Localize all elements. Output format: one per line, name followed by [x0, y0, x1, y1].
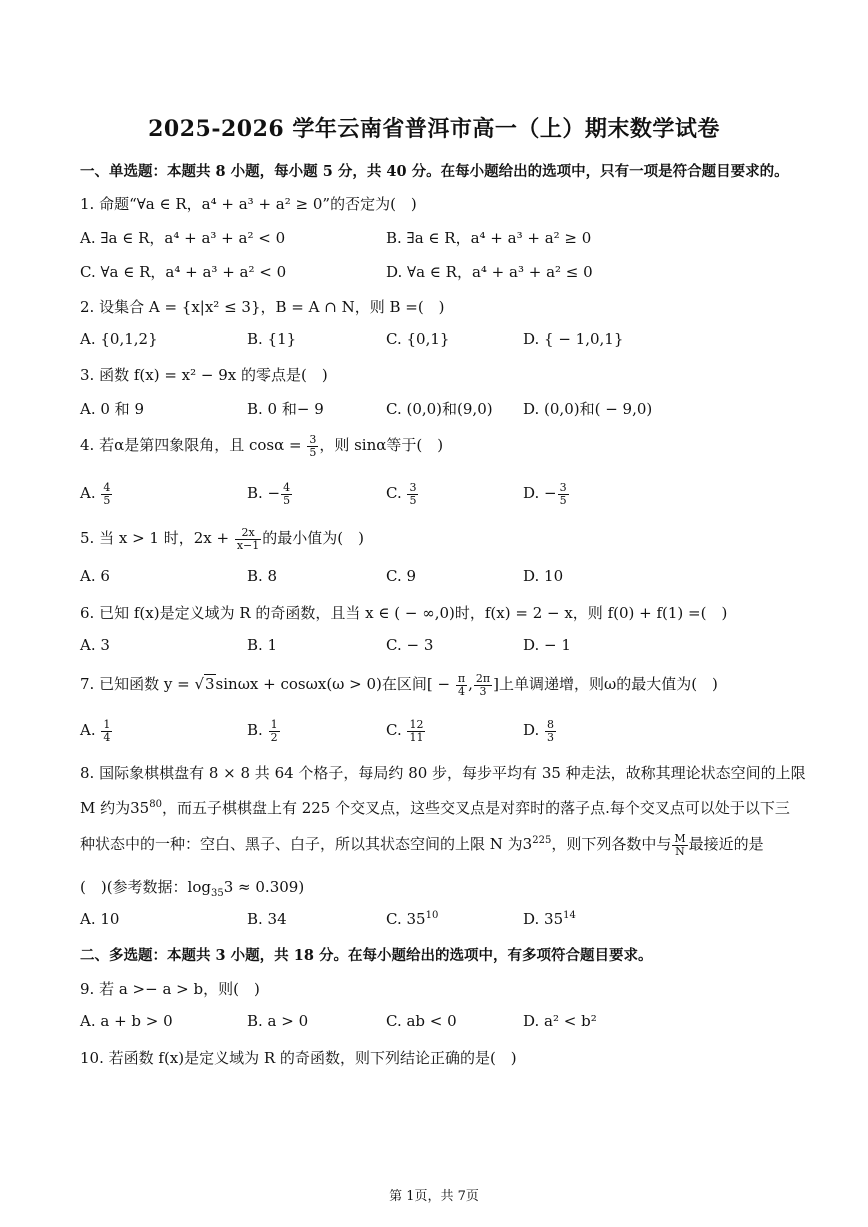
question-4 [80, 434, 443, 458]
denominator: 3 [479, 684, 487, 698]
option-c [386, 482, 419, 506]
denominator: 11 [409, 730, 424, 744]
question-5-stem: 5. 当 x > 1 时，2x + [80, 529, 234, 548]
option-a: A. 10 [80, 910, 120, 928]
question-3: 3. 函数 f(x) = x² − 9x 的零点是( ) [80, 366, 328, 384]
question-8-line-1: 8. 国际象棋棋盘有 8 × 8 共 64 个格子，每局约 80 步，每步平均有 35 种走法，故称其理论状态空间的上限 [80, 764, 806, 782]
question-1: 1. 命题“∀a ∈ R，a⁴ + a³ + a² ≥ 0”的否定为( ) [80, 195, 417, 213]
exponent: 80 [149, 799, 162, 810]
exponent: 14 [563, 910, 576, 921]
question-2-options [80, 330, 800, 356]
question-8-line-4 [80, 876, 304, 899]
numerator: 4 [103, 481, 111, 494]
option-c: C. (0,0)和(9,0) [386, 400, 493, 418]
text: 3 ≈ 0.309) [223, 878, 305, 896]
question-5-stem-end: 的最小值为( ) [262, 529, 364, 548]
option-b [247, 482, 293, 506]
option-a: A. ∃a ∈ R，a⁴ + a³ + a² < 0 [80, 229, 286, 247]
option-d [523, 482, 570, 506]
option-c [386, 910, 438, 928]
option-label: D. 35 [523, 910, 564, 928]
question-9: 9. 若 a >− a > b，则( ) [80, 980, 260, 998]
option-c: C. − 3 [386, 636, 434, 654]
option-label: D. − [523, 484, 557, 503]
numerator: 4 [283, 481, 291, 494]
question-7-stem: 7. 已知函数 y = [80, 675, 195, 694]
denominator: 4 [457, 684, 465, 698]
fraction [307, 434, 318, 458]
comma: , [468, 675, 473, 694]
question-7-stem-mid: sinωx + cosωx(ω > 0)在区间[ − [215, 675, 455, 694]
question-4-options [80, 482, 800, 508]
option-b: B. {1} [247, 330, 297, 348]
numerator: 1 [270, 718, 278, 731]
option-label: C. [386, 484, 407, 503]
option-a: A. 3 [80, 636, 110, 654]
denominator: 5 [283, 493, 291, 507]
option-b: B. 34 [247, 910, 287, 928]
option-d: D. { − 1,0,1} [523, 330, 624, 348]
option-a: A. 0 和 9 [80, 400, 144, 418]
option-a: A. {0,1,2} [80, 330, 158, 348]
numerator: M [674, 832, 686, 845]
text: ，则下列各数中与 [551, 835, 672, 854]
option-c: C. ab < 0 [386, 1012, 457, 1030]
option-b: B. 8 [247, 567, 278, 585]
option-c: C. {0,1} [386, 330, 450, 348]
question-2: 2. 设集合 A = {x|x² ≤ 3}，B = A ∩ N，则 B =( ) [80, 298, 445, 316]
option-a: A. 6 [80, 567, 110, 585]
text: 种状态中的一种：空白、黑子、白子，所以其状态空间的上限 N 为3 [80, 835, 533, 854]
option-label: A. [80, 721, 101, 740]
option-a [80, 482, 113, 506]
option-d: D. 10 [523, 567, 564, 585]
sqrt-radicand: 3 [205, 675, 215, 694]
numerator: π [457, 672, 466, 685]
question-7: 7. 已知函数 y = √3sinωx + cosωx(ω > 0)在区间[ − $\frac{\pi}{4}$ , $\frac{2\pi}{3}$ ]上单调递增，则ω的最大值为( ) [80, 672, 718, 698]
page-title: 2025-2026 学年云南省普洱市高一（上）期末数学试卷 [148, 116, 720, 142]
question-4-stem: 4. 若α是第四象限角，且 cosα = [80, 436, 307, 455]
numerator: 8 [547, 718, 555, 731]
option-d: D. (0,0)和( − 9,0) [523, 400, 653, 418]
option-c: C. ∀a ∈ R，a⁴ + a³ + a² < 0 [80, 263, 287, 281]
denominator: 5 [409, 493, 417, 507]
question-8-line-3 [80, 833, 764, 857]
numerator: 2π [475, 672, 491, 685]
numerator: 2x [235, 527, 261, 540]
question-9-options [80, 1012, 800, 1038]
question-8-line-2 [80, 797, 790, 818]
exponent: 10 [425, 910, 439, 921]
text: M 约为35 [80, 799, 150, 817]
denominator: 5 [309, 445, 317, 459]
question-4-stem-end: ，则 sinα等于( ) [319, 436, 444, 455]
option-d [523, 719, 557, 743]
numerator: 3 [559, 481, 567, 494]
fraction [235, 527, 261, 551]
question-10: 10. 若函数 f(x)是定义域为 R 的奇函数，则下列结论正确的是( ) [80, 1049, 517, 1067]
question-6: 6. 已知 f(x)是定义域为 R 的奇函数，且当 x ∈ ( − ∞,0)时，f(x) = 2 − x，则 f(0) + f(1) =( ) [80, 604, 728, 622]
denominator: 2 [270, 730, 278, 744]
numerator: 1 [103, 718, 111, 731]
question-3-options [80, 398, 800, 424]
option-label: A. [80, 484, 101, 503]
question-7-stem-end: ]上单调递增，则ω的最大值为( ) [493, 675, 718, 694]
text: ，而五子棋棋盘上有 225 个交叉点，这些交叉点是对弈时的落子点.每个交叉点可以处于以下三 [161, 799, 790, 817]
option-d: D. ∀a ∈ R，a⁴ + a³ + a² ≤ 0 [386, 263, 593, 281]
question-6-options [80, 636, 800, 662]
numerator: 12 [409, 718, 424, 731]
question-1-options [80, 227, 800, 253]
question-5 [80, 527, 364, 551]
denominator: 5 [559, 493, 567, 507]
denominator: 3 [547, 730, 555, 744]
numerator: 3 [409, 481, 417, 494]
option-b: B. ∃a ∈ R，a⁴ + a³ + a² ≥ 0 [386, 229, 592, 247]
option-b [247, 719, 281, 743]
option-d [523, 910, 576, 928]
option-b: B. 0 和− 9 [247, 400, 324, 418]
option-label: C. [386, 721, 407, 740]
denominator: x−1 [236, 538, 260, 552]
text: ( )(参考数据：log [80, 878, 211, 896]
option-label: C. 35 [386, 910, 426, 928]
option-label: B. − [247, 484, 281, 503]
subscript: 35 [211, 888, 224, 899]
option-b: B. a > 0 [247, 1012, 309, 1030]
text: 最接近的是 [688, 835, 764, 854]
option-d: D. a² < b² [523, 1012, 597, 1030]
option-a: A. a + b > 0 [80, 1012, 173, 1030]
question-1-options-2 [80, 261, 800, 287]
option-d: D. − 1 [523, 636, 571, 654]
exponent: 225 [532, 835, 552, 847]
option-c: C. 9 [386, 567, 417, 585]
page-footer: 第 1页，共 7页 [389, 1189, 479, 1204]
question-7-options [80, 719, 800, 745]
numerator: 3 [309, 433, 317, 446]
option-b: B. 1 [247, 636, 278, 654]
question-5-options [80, 567, 800, 593]
option-a [80, 719, 113, 743]
denominator: N [675, 844, 685, 858]
option-c [386, 719, 426, 743]
section-single-choice: 一、单选题：本题共 8 小题，每小题 5 分，共 40 分。在每小题给出的选项中，只有一项是符合题目要求的。 [80, 163, 789, 180]
denominator: 4 [103, 730, 111, 744]
option-label: B. [247, 721, 268, 740]
denominator: 5 [103, 493, 111, 507]
option-label: D. [523, 721, 545, 740]
section-multiple-choice: 二、多选题：本题共 3 小题，共 18 分。在每小题给出的选项中，有多项符合题目要求。 [80, 947, 653, 964]
question-8-options [80, 910, 800, 936]
